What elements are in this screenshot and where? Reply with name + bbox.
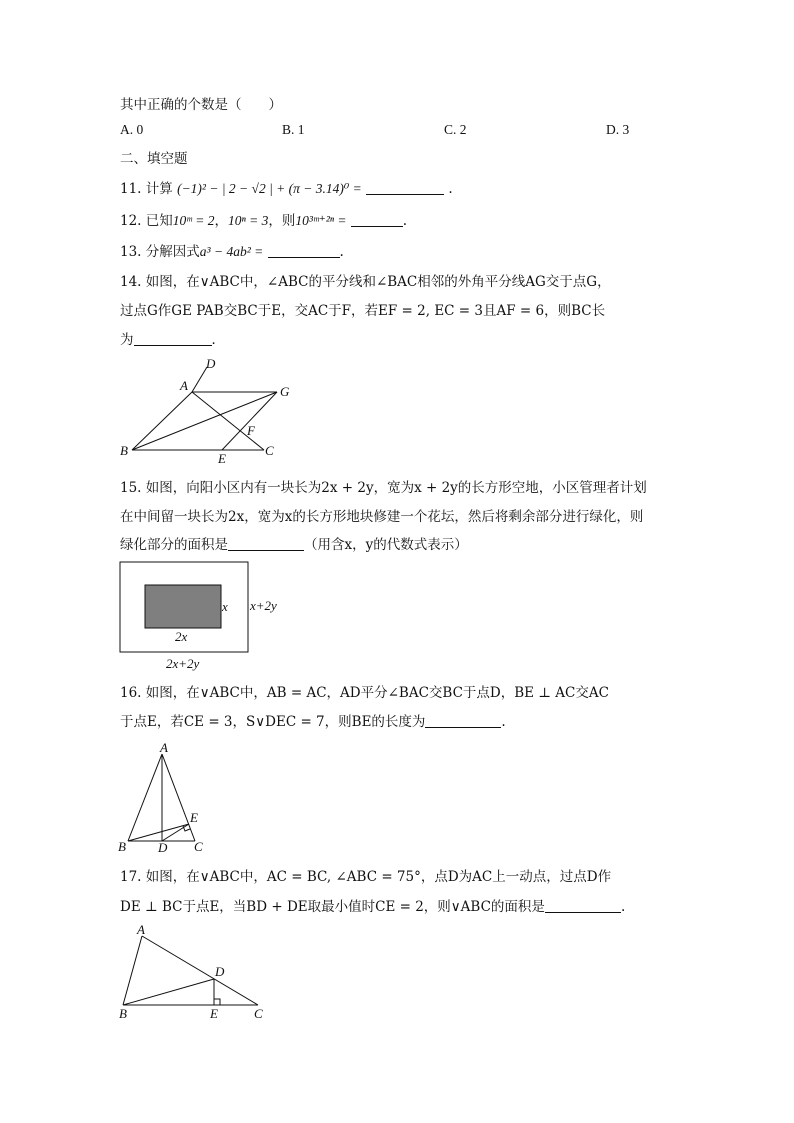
q12-text-3: ，则 [268, 213, 296, 229]
q14-label-g: G [280, 384, 290, 399]
q15-figure [118, 560, 298, 675]
q14-line-ba [132, 392, 192, 450]
q14-line-1: 14. 如图，在∨ABC中，∠ABC的平分线和∠BAC相邻的外角平分线AG交于点G， [120, 274, 611, 290]
q15-line-3-text-a: 绿化部分的面积是 [120, 537, 228, 553]
q15-line-3-text-b: （用含x，y的代数式表示） [304, 537, 468, 553]
q11-answer-blank[interactable] [366, 180, 444, 195]
q12-expression: 10³ᵐ⁺²ⁿ = [295, 213, 347, 228]
q17-figure [112, 922, 272, 1022]
q14-line-2: 过点G作GE PAB交BC于E，交AC于F，若EF = 2, EC = 3且AF = 6，则BC长 [120, 303, 606, 319]
q14-line-ac [192, 392, 264, 450]
q16-label-a: A [160, 740, 168, 755]
q17-right-angle-mark [214, 999, 220, 1005]
q17-label-a: A [137, 922, 145, 937]
q16-figure [110, 738, 220, 856]
question-12 [120, 212, 407, 230]
q14-label-a: A [180, 378, 188, 393]
q16-line-de [162, 824, 189, 841]
q16-end: . [501, 714, 506, 730]
q12-text-1: 已知 [145, 213, 173, 229]
q16-line-2 [120, 713, 506, 731]
q15-label-inner-width: 2x [175, 629, 188, 644]
q17-line-1: 17. 如图，在∨ABC中，AC = BC, ∠ABC = 75°，点D为AC上一动点，过点D作 [120, 869, 612, 885]
q17-line-2 [120, 898, 625, 916]
q14-line-ad [192, 367, 207, 392]
question-11 [120, 180, 453, 198]
option-a: A. 0 [120, 122, 144, 137]
q13-end: . [339, 244, 344, 260]
q16-label-c: C [194, 839, 203, 854]
option-d: D. 3 [606, 122, 630, 137]
q17-label-b: B [119, 1006, 127, 1021]
q15-line-2: 在中间留一块长为2x，宽为x的长方形地块修建一个花坛，然后将剩余部分进行绿化，则 [120, 509, 644, 525]
q12-condition-2: 10ⁿ = 3 [228, 213, 269, 228]
q14-label-b: B [120, 443, 128, 458]
q16-label-b: B [118, 839, 126, 854]
q14-figure [110, 355, 310, 465]
q15-line-1: 15. 如图，向阳小区内有一块长为2x + 2y，宽为x + 2y的长方形空地，小区管理者计划 [120, 480, 647, 496]
q14-line-3-text: 为 [120, 332, 134, 348]
q15-label-inner-height: x [222, 599, 228, 614]
q13-expression: a³ − 4ab² = [199, 244, 264, 259]
q14-answer-blank[interactable] [134, 331, 212, 346]
option-b: B. 1 [282, 122, 305, 137]
q16-label-d: D [158, 840, 168, 855]
q16-line-ab [128, 754, 162, 841]
q15-flower-bed [145, 585, 221, 628]
q12-end: . [402, 213, 408, 229]
q15-line-3 [120, 536, 468, 554]
q14-line-3 [120, 331, 225, 349]
q12-number: 12. [120, 213, 142, 229]
q17-label-e: E [210, 1006, 218, 1021]
q17-line-bd [123, 979, 214, 1005]
q17-label-c: C [254, 1006, 263, 1021]
q11-number: 11. [120, 181, 142, 197]
q17-end: . [620, 899, 626, 915]
q14-label-c: C [265, 443, 274, 458]
q14-label-d: D [206, 356, 216, 371]
q15-label-outer-width: 2x+2y [166, 656, 200, 671]
q12-answer-blank[interactable] [351, 212, 403, 227]
q15-label-outer-height: x+2y [250, 598, 277, 613]
q13-answer-blank[interactable] [268, 243, 340, 258]
option-c: C. 2 [444, 122, 467, 137]
q14-label-e: E [218, 451, 226, 466]
q17-line-2-text: DE ⊥ BC于点E，当BD + DE取最小值时CE = 2，则∨ABC的面积是 [120, 899, 545, 915]
q12-text-2: ， [214, 213, 229, 229]
q16-line-be [128, 824, 189, 841]
q16-answer-blank[interactable] [425, 713, 501, 728]
q11-expression: (−1)² − | 2 − √2 | + (π − 3.14)⁰ = [177, 181, 362, 196]
q11-text: 计算 [145, 181, 173, 197]
q17-line-ab [123, 936, 142, 1005]
q13-number: 13. [120, 244, 142, 260]
question-13 [120, 243, 344, 261]
q14-line-ge [222, 392, 277, 450]
q10-prompt: 其中正确的个数是（ ） [120, 97, 282, 113]
section-title: 二、填空题 [120, 151, 188, 167]
q14-line-bg [132, 392, 277, 450]
q16-line-2-text: 于点E，若CE = 3，S∨DEC = 7，则BE的长度为 [120, 714, 426, 730]
q14-label-f: F [247, 423, 255, 438]
q17-label-d: D [215, 964, 225, 979]
q11-end: . [448, 181, 453, 197]
q16-line-ac [162, 754, 195, 841]
q12-condition-1: 10ᵐ = 2 [172, 213, 215, 228]
q13-text: 分解因式 [145, 244, 200, 260]
q17-answer-blank[interactable] [545, 898, 621, 913]
q16-label-e: E [190, 810, 198, 825]
q15-answer-blank[interactable] [228, 536, 304, 551]
q14-end: ． [211, 332, 225, 348]
q16-line-1: 16. 如图，在∨ABC中，AB = AC，AD平分∠BAC交BC于点D，BE ⊥ AC交AC [120, 685, 609, 701]
